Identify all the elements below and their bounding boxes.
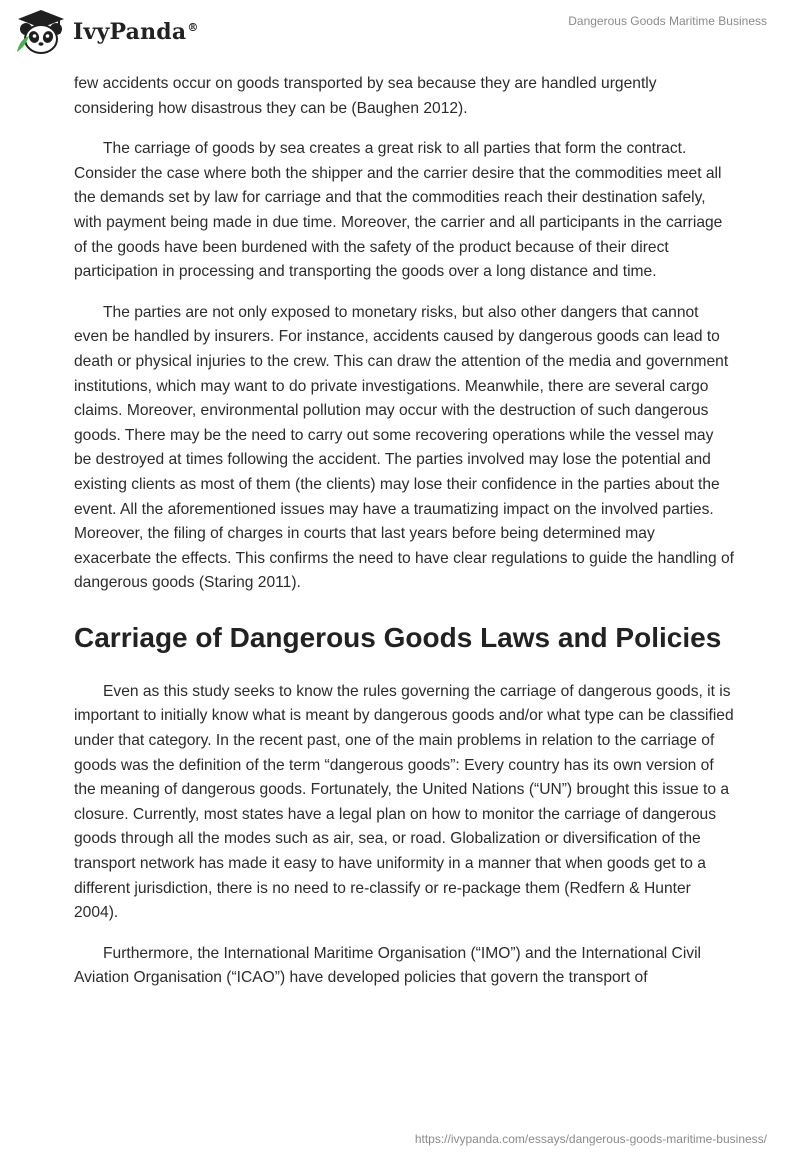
panda-mascot-icon: [14, 8, 68, 56]
paragraph-4: Even as this study seeks to know the rules governing the carriage of dangerous goods, it is important to initially know what is meant by dangerous goods and/or what type can be classified under that category. In the recent past, one of the main problems in relation to the carriage of goods was the definition of the term “dangerous goods”: Every country has its own version of the meaning of dangerous goods. Fortunately, the United Nations (“UN”) brought this issue to a closure. Currently, most states have a legal plan on how to monitor the carriage of dangerous goods through all the modes such as air, sea, or road. Globalization or diversification of the transport network has made it easy to have uniformity in a manner that when goods get to a different jurisdiction, there is no need to re-classify or re-package them (Redfern & Hunter 2004).: [74, 682, 734, 922]
paragraph-5: Furthermore, the International Maritime Organisation (“IMO”) and the International Civil Aviation Organisation (“ICAO”) have developed policies that govern the transport of: [74, 944, 702, 987]
source-url-link[interactable]: https://ivypanda.com/essays/dangerous-goods-maritime-business/: [414, 1132, 767, 1146]
paragraph-1: few accidents occur on goods transported by sea because they are handled urgently considering how disastrous they can be (Baughen 2012).: [74, 75, 657, 117]
ivypanda-logo[interactable]: [14, 8, 199, 56]
logo-wordmark: IvyPanda®: [73, 19, 199, 45]
section-heading: Carriage of Dangerous Goods Laws and Policies: [74, 621, 722, 653]
paragraph-3: The parties are not only exposed to monetary risks, but also other dangers that cannot even be handled by insurers. For instance, accidents caused by dangerous goods can lead to death or physical injuries to the crew. This can draw the attention of the media and government institutions, which may want to do private investigations. Meanwhile, there are several cargo claims. Moreover, environmental pollution may occur with the destruction of such dangerous goods. There may be the need to carry out some recovering operations while the vessel may be destroyed at times following the accident. The parties involved may lose the potential and existing clients as most of them (the clients) may lose their confidence in the parties about the event. All the aforementioned issues may have a traumatizing impact on the involved parties. Moreover, the filing of charges in courts that last years before being determined may exacerbate the effects. This confirms the need to have clear regulations to guide the handling of dangerous goods (Staring 2011).: [74, 303, 734, 592]
paragraph-2: The carriage of goods by sea creates a great risk to all parties that form the contract. Consider the case where both the shipper and the carrier desire that the commodities meet all the demands set by law for carriage and that the commodities reach their destination safely, with payment being made in due time. Moreover, the carrier and all participants in the carriage of the goods have been burdened with the safety of the product because of their direct participation in processing and transporting the goods over a long distance and time.: [74, 140, 723, 281]
page-header: [0, 0, 800, 64]
essay-content: [74, 72, 734, 1007]
document-title: Dangerous Goods Maritime Business: [568, 14, 767, 28]
